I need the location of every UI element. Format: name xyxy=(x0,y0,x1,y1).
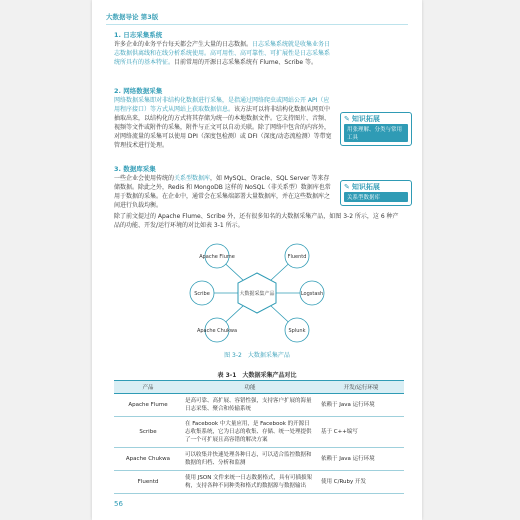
table-cell: Apache Flume xyxy=(114,394,182,417)
section-paragraph-web-collection xyxy=(114,96,334,150)
callout-title: ✎ 知识拓展 xyxy=(341,181,411,192)
section-heading-log-collection: 1. 日志采集系统 xyxy=(114,31,163,39)
text-run: ，如 MySQL、Oracle、SQL Server 等来存储数据。除此之外，Redis 和 MongoDB 这样的 NoSQL（非关系型）数据库也常用于数据的采集。在企业中，通常会在采集端部署大量数据库，并在这些数据库之间进行负载均衡。 xyxy=(114,175,331,209)
text-run: 许多企业的业务平台每天都会产生大量的日志数据。 xyxy=(114,41,253,48)
callout-knowledge-expansion[interactable] xyxy=(340,112,412,146)
running-header: 大数据导论 第3版 xyxy=(106,12,408,25)
page-number: 56 xyxy=(114,500,123,508)
text-run: 该方法可以将非结构化数据从网页中抽取出来，以结构化的方式将其存储为统一的本地数据文件。它支持图片、音频、视频等文件或附件的采集，附件与正文可以自动关联。除了网络中包含的内容外，对网络流量的采集可以使用 DPI（深度包检测）或 DFI（深度/动态流检测）等带宽管理技术进行处理。 xyxy=(114,106,332,149)
table-cell: 依赖于 Java 运行环境 xyxy=(318,448,404,471)
table-cell: Apache Chukwa xyxy=(114,448,182,471)
table-cell: 基于 C++编写 xyxy=(318,417,404,448)
column-header: 开发/运行环境 xyxy=(318,381,404,394)
callout-subtitle: 关系型数据库 xyxy=(344,192,408,202)
callout-title: ✎ 知识拓展 xyxy=(341,113,411,124)
figure-caption: 图 3-2 大数据采集产品 xyxy=(224,352,290,359)
table-cell: 使用 C/Ruby 开发 xyxy=(318,471,404,494)
node-label: Fluentd xyxy=(287,254,307,260)
table-cell: 是高可靠、高扩展、容错性强，支持客户扩展的海量日志采集、聚合和传输系统 xyxy=(182,394,318,417)
table-cell: Fluentd xyxy=(114,471,182,494)
highlighted-text: 日志采集系统就是收集业务日志数据供离线和在线分析系统使用。高可用性、高可靠性、可扩展性是日志采集系统所具有的基本特征。 xyxy=(114,41,331,66)
node-label: Scribe xyxy=(194,291,210,297)
table-cell: Scribe xyxy=(114,417,182,448)
column-header: 功能 xyxy=(182,381,318,394)
table-caption: 表 3-1 大数据采集产品对比 xyxy=(217,372,297,379)
section-heading-db-collection: 3. 数据库采集 xyxy=(114,165,156,173)
products-diagram xyxy=(172,238,342,348)
table-header-row xyxy=(114,381,404,394)
section-paragraph-log-collection xyxy=(114,40,334,67)
table-cell: 可以收集并快速处理各种日志，可以适合监控数据和数据的归档、分析和监测 xyxy=(182,448,318,471)
table-cell: 依赖于 Java 运行环境 xyxy=(318,394,404,417)
book-page xyxy=(92,0,422,520)
center-label: 大数据采集产品 xyxy=(239,291,275,297)
node-label: Apache Chukwa xyxy=(196,328,238,334)
node-label: Splunk xyxy=(288,328,306,334)
text-run: 目前常用的开源日志采集系统有 Flume、Scribe 等。 xyxy=(174,59,318,66)
table-cell: 使用 JSON 文件来统一日志数据格式，具有可插拔架构，支持各种不同种类和格式的数据源与数据输出 xyxy=(182,471,318,494)
callout-subtitle: 用张理解、分类与常用工具 xyxy=(344,124,408,142)
column-header: 产品 xyxy=(114,381,182,394)
table-row xyxy=(114,417,404,448)
highlighted-text: 关系型数据库 xyxy=(174,175,211,182)
node-label: Apache Flume xyxy=(199,254,235,260)
section-heading-web-collection: 2. 网络数据采集 xyxy=(114,87,163,95)
node-label: Logstash xyxy=(300,291,324,297)
products-table xyxy=(114,380,404,494)
table-cell: 在 Facebook 中大量应用，是 Facebook 的开源日志收集系统，它为日志的收集、存储、统一处理提供了一个可扩展且高容错的解决方案 xyxy=(182,417,318,448)
text-run: 一些企业会使用传统的 xyxy=(114,175,175,182)
table-row xyxy=(114,394,404,417)
callout-relational-db[interactable] xyxy=(340,180,412,206)
highlighted-text: 网络数据采集即对非结构化数据进行采集，是指通过网络爬虫或网站公开 API（应用程序接口）等方式从网站上获取数据信息。 xyxy=(114,97,330,113)
table-row xyxy=(114,471,404,494)
section-paragraph-db-collection xyxy=(114,174,334,210)
section-paragraph-products: 除了前文提过的 Apache Flume、Scribe 外，还有很多知名的大数据采集产品，如图 3-2 所示，这 6 种产品的功能、开发/运行环境的对比如表 3-1 所示。 xyxy=(114,213,399,229)
table-row xyxy=(114,448,404,471)
